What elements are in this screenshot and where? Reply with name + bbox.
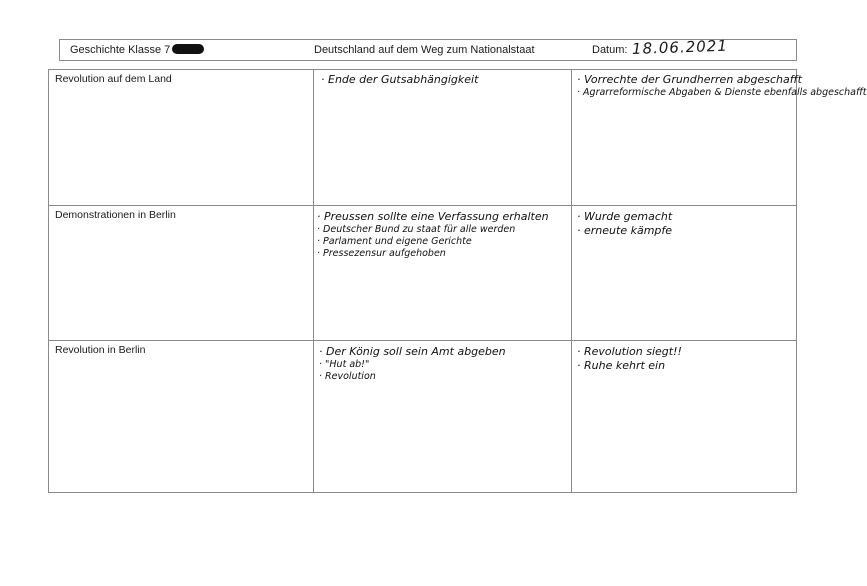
worksheet-table: [48, 69, 867, 493]
column-divider: [313, 70, 314, 492]
note-item: · Pressezensur aufgehoben: [317, 248, 549, 260]
column-divider: [571, 70, 572, 492]
note-item: · Ende der Gutsabhängigkeit: [321, 73, 478, 87]
row-label-revolution-berlin: Revolution in Berlin: [55, 344, 146, 356]
row-label-revolution-land: Revolution auf dem Land: [55, 73, 172, 85]
row-label-demonstrationen-berlin: Demonstrationen in Berlin: [55, 209, 176, 221]
row2-notes-col3: [577, 210, 672, 238]
note-item: · "Hut ab!": [319, 359, 506, 371]
row3-notes-col2: [319, 345, 506, 383]
note-item: · Agrarreformische Abgaben & Dienste ebenfalls abgeschafft: [577, 87, 867, 99]
row1-notes-col3: [577, 73, 867, 99]
note-item: · Parlament und eigene Gerichte: [317, 236, 549, 248]
note-item: · Vorrechte der Grundherren abgeschafft: [577, 73, 867, 87]
topic-title: Deutschland auf dem Weg zum Nationalstaat: [314, 44, 535, 56]
row3-notes-col3: [577, 345, 682, 373]
row1-notes-col2: [321, 73, 478, 87]
row2-notes-col2: [317, 210, 549, 260]
date-value: 18.06.2021: [631, 36, 729, 58]
note-item: · erneute kämpfe: [577, 224, 672, 238]
note-item: · Preussen sollte eine Verfassung erhalten: [317, 210, 549, 224]
note-item: · Wurde gemacht: [577, 210, 672, 224]
row-divider: [49, 340, 796, 341]
subject-label: Geschichte Klasse 7: [70, 44, 204, 56]
note-item: · Der König soll sein Amt abgeben: [319, 345, 506, 359]
note-item: · Ruhe kehrt ein: [577, 359, 682, 373]
note-item: · Revolution siegt!!: [577, 345, 682, 359]
note-item: · Deutscher Bund zu staat für alle werden: [317, 224, 549, 236]
worksheet-header: [59, 36, 797, 61]
redacted-name-scribble: [172, 44, 204, 54]
row-divider: [49, 205, 796, 206]
note-item: · Revolution: [319, 371, 506, 383]
date-label: Datum:: [592, 44, 628, 56]
